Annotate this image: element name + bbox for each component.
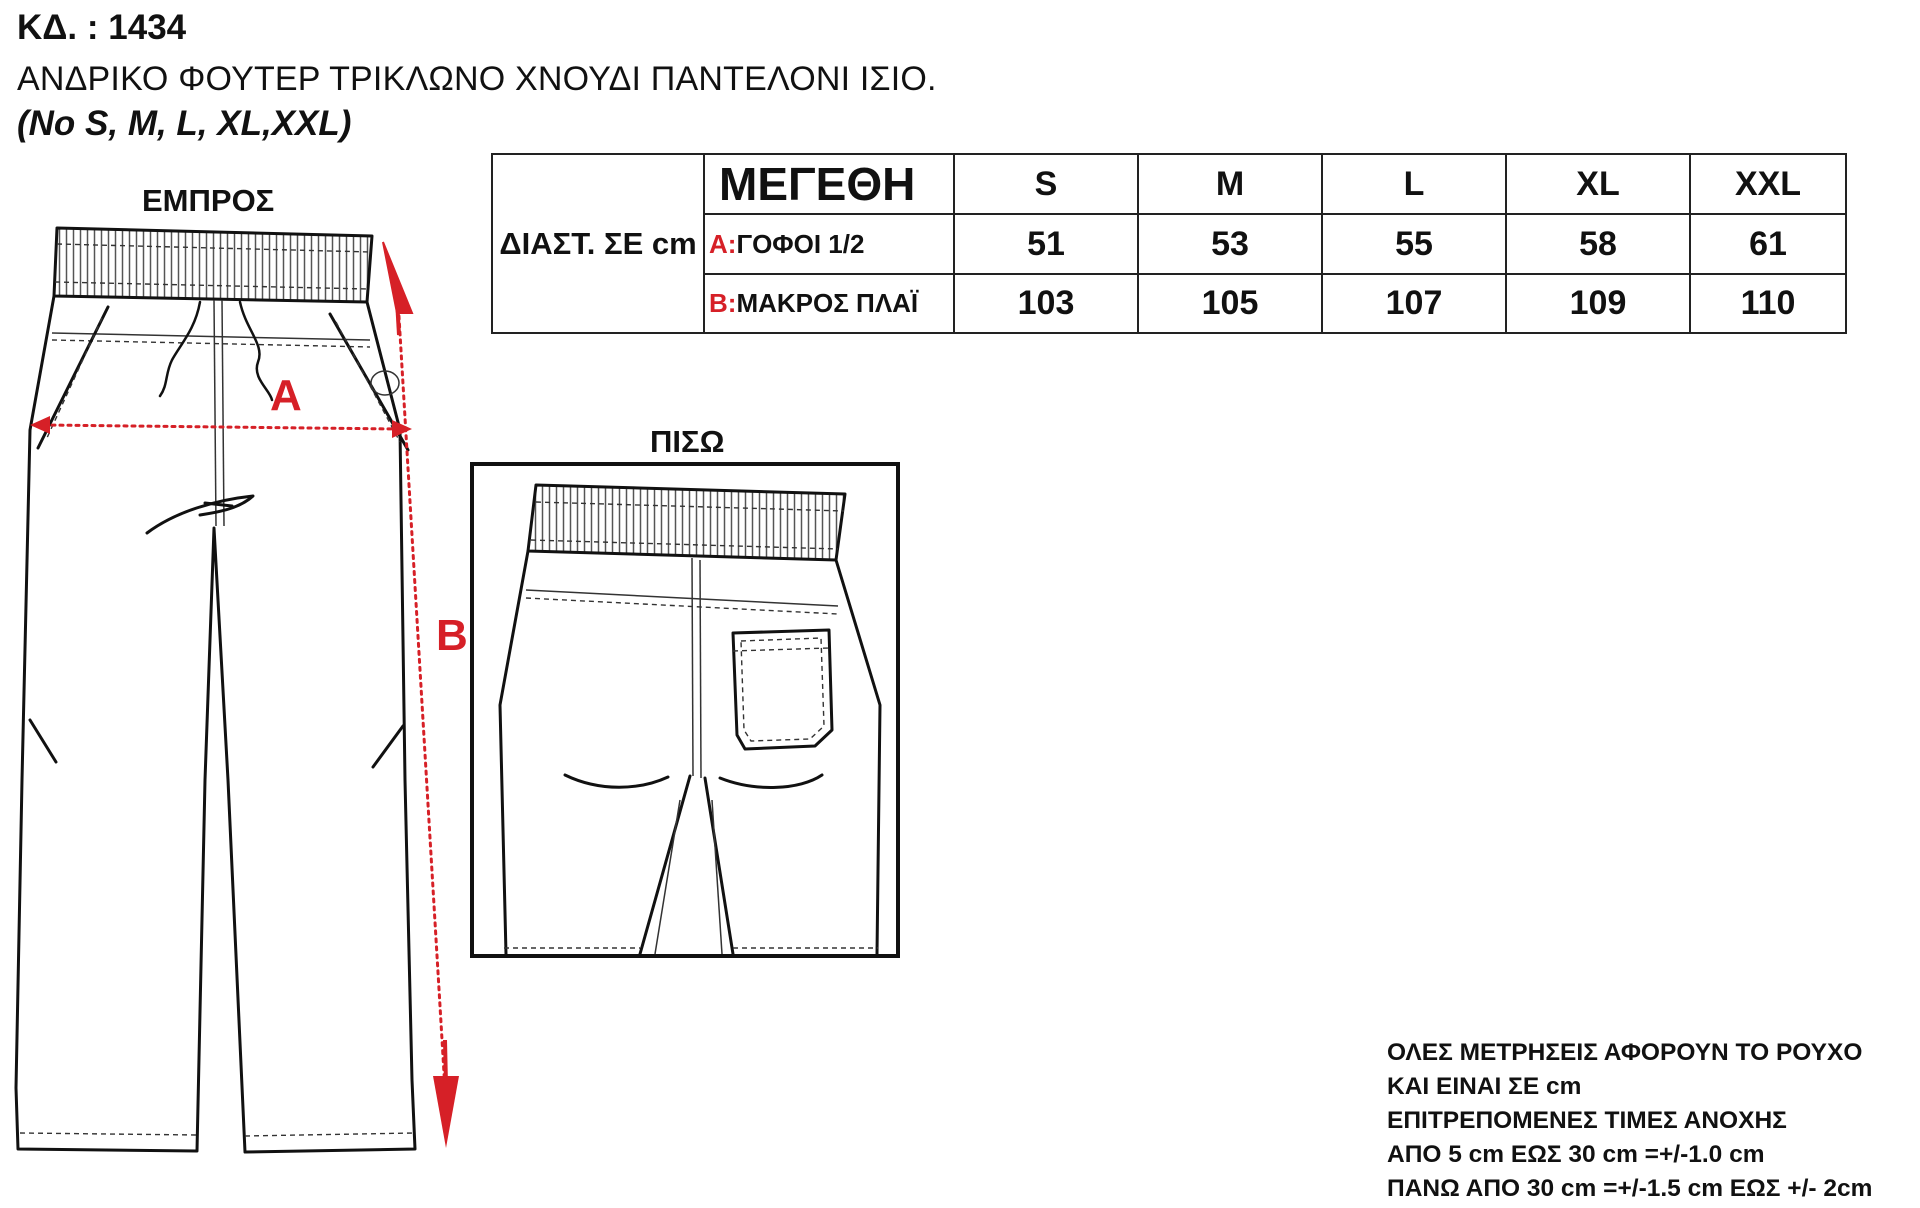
product-code: ΚΔ. : 1434 (17, 8, 187, 47)
notes-line-4: ΑΠΟ 5 cm ΕΩΣ 30 cm =+/-1.0 cm (1387, 1141, 1765, 1168)
hip-measurement-a (30, 371, 412, 438)
front-pants-drawing (16, 228, 415, 1152)
hips-value-xl: 58 (1507, 215, 1691, 275)
hips-value-m: 53 (1139, 215, 1323, 275)
side-length-measurement-b (383, 242, 468, 1148)
back-view-label: ΠΙΣΩ (650, 424, 725, 459)
length-value-xxl: 110 (1740, 284, 1796, 322)
notes-line-3: ΕΠΙΤΡΕΠΟΜΕΝΕΣ ΤΙΜΕΣ ΑΝΟΧΗΣ (1387, 1107, 1787, 1134)
length-value-m: 105 (1139, 275, 1323, 332)
notes-line-2: ΚΑΙ ΕΙΝΑΙ ΣΕ cm (1387, 1073, 1582, 1100)
hips-value-s: 51 (955, 215, 1139, 275)
notes-line-1: ΟΛΕΣ ΜΕΤΡΗΣΕΙΣ ΑΦΟΡΟΥΝ ΤΟ ΡΟΥΧΟ (1387, 1039, 1863, 1066)
size-header-l: L (1323, 155, 1507, 215)
tolerance-notes (1387, 1036, 1872, 1206)
sizes-header: ΜΕΓΕΘΗ (705, 155, 955, 215)
row-letter-a: A: (709, 228, 737, 259)
length-value-xl: 109 (1507, 275, 1691, 332)
marker-b-label: B (436, 611, 468, 660)
back-pants-drawing (472, 464, 898, 956)
size-header-s: S (955, 155, 1139, 215)
marker-a-label: A (270, 371, 302, 420)
size-header-m: M (1139, 155, 1323, 215)
row-letter-b: B: (709, 288, 737, 318)
dimensions-unit-label: ΔΙΑΣΤ. ΣΕ cm (493, 155, 705, 332)
row-text-hips: ΓΟΦΟΙ 1/2 (736, 228, 865, 259)
notes-line-5: ΠΑΝΩ ΑΠΟ 30 cm =+/-1.5 cm ΕΩΣ +/- 2cm (1387, 1175, 1873, 1202)
size-header-xxl: XXL (1691, 155, 1845, 215)
product-title: ΑΝΔΡΙΚΟ ΦΟΥΤΕΡ ΤΡΙΚΛΩΝΟ ΧΝΟΥΔΙ ΠΑΝΤΕΛΟΝΙ ΙΣΙΟ. (17, 60, 937, 98)
length-value-l: 107 (1323, 275, 1507, 332)
front-view-label: ΕΜΠΡΟΣ (142, 183, 275, 218)
available-sizes-note: (No S, M, L, XL,XXL) (17, 104, 352, 143)
hips-value-l: 55 (1323, 215, 1507, 275)
row-text-side-length: ΜΑΚΡΟΣ ΠΛΑΪ (736, 288, 919, 318)
hips-value-xxl: 61 (1691, 215, 1845, 275)
length-value-s: 103 (955, 275, 1139, 332)
size-header-xl: XL (1507, 155, 1691, 215)
